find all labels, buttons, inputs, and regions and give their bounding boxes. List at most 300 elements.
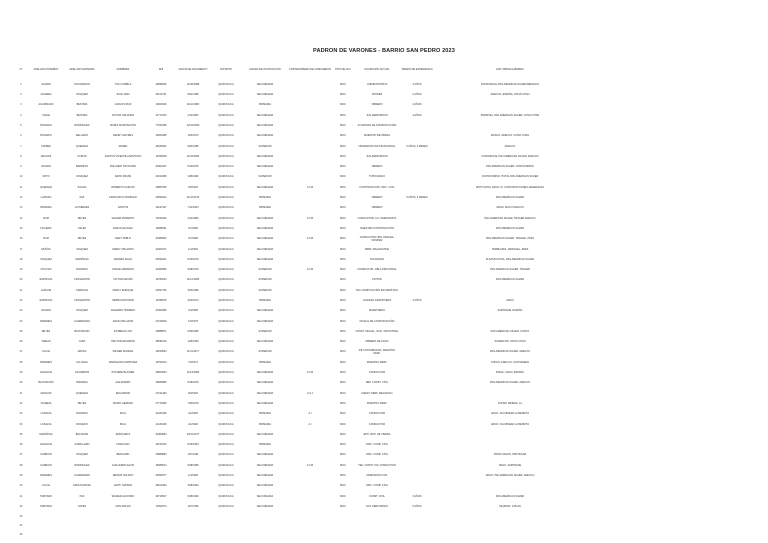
- table-cell: 22: [19, 298, 23, 302]
- table-row: [14, 348, 586, 358]
- table-row: [14, 389, 586, 399]
- table-cell: 23: [19, 309, 23, 313]
- table-cell: [288, 399, 332, 409]
- table-cell: GUARDENAS: [74, 474, 90, 478]
- table-cell: GUILLERMO ELVIS: [111, 463, 135, 467]
- table-cell: [288, 101, 332, 111]
- table-cell: PAN AMERICAN SILVER, ADECCO: [489, 381, 531, 385]
- empty-cell: [176, 512, 210, 521]
- table-cell: CHUCON: [40, 268, 52, 272]
- table-cell: SECUNDARIA: [256, 319, 274, 323]
- table-cell: [288, 193, 332, 203]
- table-row: [14, 265, 586, 275]
- table-cell: QUIRUVILCA: [218, 443, 234, 447]
- table-cell: [400, 471, 434, 481]
- table-cell: QUIRUVILCA: [218, 298, 234, 302]
- table-cell: CONDUCTOR, OBLA INDUSTRIAL: [357, 268, 397, 272]
- table-cell: PINTOR: [372, 278, 382, 282]
- table-cell: REP. CONST. CIVIL: [365, 381, 389, 385]
- table-cell: 41717033: [155, 113, 167, 117]
- table-cell: EPO, MOV. DE TIERRA: [363, 432, 391, 436]
- table-cell: LOZANO: [40, 165, 52, 169]
- table-row: [14, 90, 586, 100]
- table-cell: 15: [19, 226, 23, 230]
- table-cell: 24: [19, 319, 23, 323]
- table-cell: WILDER MANUEL: [112, 350, 134, 354]
- table-cell: MOC: [340, 196, 346, 200]
- empty-cell: [100, 521, 146, 530]
- table-cell: ESPINOZA: [39, 278, 53, 282]
- table-cell: QUIRUVILCA: [218, 113, 234, 117]
- table-cell: 29: [19, 371, 23, 375]
- table-cell: [400, 420, 434, 430]
- table-cell: PARDOSA, PAN AMERICAN SILVER, ICHAN CHAN: [480, 113, 540, 117]
- table-cell: QUIRUVILCA: [218, 474, 234, 478]
- table-cell: SECUNDARIA: [256, 93, 274, 97]
- table-cell: 48104493: [155, 484, 167, 488]
- table-cell: 11/10/1984: [186, 103, 200, 107]
- table-cell: ARAGOZ: [40, 154, 52, 158]
- table-cell: VICTOR MAURO: [113, 278, 133, 282]
- table-cell: 41431069: [155, 412, 167, 416]
- table-cell: 41586840: [155, 237, 167, 241]
- table-cell: VASQUEZ: [76, 309, 88, 313]
- table-cell: [400, 265, 434, 275]
- table-cell: CIRC. CONB. CIVIL: [365, 443, 389, 447]
- empty-cell: [100, 530, 146, 539]
- table-cell: MOC: [340, 185, 346, 189]
- table-cell: SECUNDARIA: [256, 391, 274, 395]
- table-cell: 7/9/1972: [188, 360, 198, 364]
- table-cell: MOC: [340, 226, 346, 230]
- table-cell: [400, 348, 434, 358]
- table-cell: A.I: [308, 412, 312, 416]
- table-cell: SECUNDARIA: [256, 371, 274, 375]
- table-row: [14, 451, 586, 461]
- table-cell: ULLOA: [41, 350, 51, 354]
- table-cell: MIRANDA: [76, 381, 88, 385]
- table-cell: SUPERIOR: [258, 144, 272, 148]
- table-cell: MOC: [340, 268, 346, 272]
- table-cell: 45089514: [155, 463, 167, 467]
- table-cell: RUIZ: [43, 216, 49, 220]
- table-cell: MOC: [340, 422, 346, 426]
- table-cell: 9/04/1985: [187, 144, 199, 148]
- table-cell: MOC: [340, 278, 346, 282]
- table-cell: SANTOS: [117, 206, 129, 210]
- table-cell: MOC: [340, 165, 346, 169]
- table-cell: MOC: [340, 494, 346, 498]
- table-cell: PAUL: [119, 422, 127, 426]
- table-cell: MOC: [340, 329, 346, 333]
- table-row: [14, 286, 586, 296]
- table-cell: [288, 245, 332, 255]
- table-cell: 40: [19, 484, 23, 488]
- table-cell: QUIRUVILCA: [218, 432, 234, 436]
- table-cell: [400, 162, 434, 172]
- table-cell: [288, 451, 332, 461]
- table-cell: MOC: [340, 309, 346, 313]
- table-cell: [400, 131, 434, 141]
- table-cell: TOLO AMBILA: [114, 82, 132, 86]
- empty-cell: [64, 512, 100, 521]
- table-cell: [288, 224, 332, 234]
- table-cell: SECUNDARIA: [256, 432, 274, 436]
- table-cell: CONSP. MINERA, CL: [497, 401, 523, 405]
- table-cell: MOC: [340, 247, 346, 251]
- table-cell: TEMBLADOL, BRASILEL, ZERA: [491, 247, 529, 251]
- table-cell: [400, 152, 434, 162]
- table-cell: OPERADOR MULTIFUNCIONAL: [358, 144, 396, 148]
- table-cell: CONDUCTOR, LIC. PERFORISTA: [357, 216, 397, 220]
- table-cell: MOC: [340, 175, 346, 179]
- table-cell: JUN-PERFORISTA: [366, 154, 388, 158]
- table-cell: JUAKERA CARPINTERO: [362, 298, 392, 302]
- table-cell: FREDY ORLANDO: [112, 247, 134, 251]
- column-header: N°: [19, 67, 23, 71]
- table-cell: SECUNDARIA: [256, 309, 274, 313]
- table-cell: [400, 204, 434, 214]
- table-cell: 13: [19, 206, 23, 210]
- table-cell: MOC: [340, 103, 346, 107]
- table-cell: [288, 296, 332, 306]
- row-number: 44: [19, 523, 23, 527]
- table-cell: 4/11/1980: [187, 113, 199, 117]
- table-cell: QUIRUVILCA: [218, 268, 234, 272]
- table-cell: 40408084: [155, 432, 167, 436]
- table-cell: 44072741: [155, 93, 167, 97]
- table-cell: PAREDES: [40, 319, 52, 323]
- table-cell: 41431069: [155, 422, 167, 426]
- table-cell: PRIMARIA: [258, 443, 272, 447]
- table-cell: 32: [19, 401, 23, 405]
- table-cell: A.V.B: [306, 237, 314, 241]
- table-cell: 19147447: [155, 206, 167, 210]
- table-cell: BENITES: [76, 103, 88, 107]
- empty-cell: [288, 521, 332, 530]
- table-cell: QUIRUVILCA: [218, 93, 234, 97]
- table-cell: 19789678: [155, 298, 167, 302]
- column-header: TIPO DE ACC: [335, 67, 351, 71]
- table-cell: [288, 131, 332, 141]
- table-cell: 9/28/1979: [187, 268, 199, 272]
- table-row: [14, 152, 586, 162]
- table-cell: 4/11/1989: [187, 216, 199, 220]
- table-cell: ROLANDO NATIVIDAD: [109, 165, 137, 169]
- table-cell: 16: [19, 237, 23, 241]
- table-cell: QUIRUVILCA: [218, 257, 234, 261]
- empty-cell: [242, 512, 288, 521]
- table-cell: PAN AMERICAN SILVER, ADECCO: [489, 350, 531, 354]
- table-cell: 8/9/1990: [188, 391, 198, 395]
- table-cell: [288, 337, 332, 347]
- table-cell: MOC: [340, 412, 346, 416]
- table-cell: SECUNDARIA: [256, 165, 274, 169]
- table-cell: 19786038: [155, 154, 167, 158]
- table-cell: BALTODANO: [74, 329, 90, 333]
- table-cell: OBRERO: [371, 196, 383, 200]
- table-cell: 11/03/1969: [186, 154, 200, 158]
- table-cell: [400, 482, 434, 492]
- table-cell: MONO VASON, PROYECAR: [493, 453, 527, 457]
- table-cell: SILVERIO, CHUAN: [499, 504, 521, 508]
- table-cell: CARRION: [40, 453, 52, 457]
- table-cell: 41610489: [155, 175, 167, 179]
- table-cell: 18: [19, 257, 23, 261]
- table-cell: 41597769: [155, 288, 167, 292]
- table-cell: ROSARIO: [40, 123, 52, 127]
- table-cell: MOC: [340, 319, 346, 323]
- table-cell: PERCY ENRIQUE: [112, 288, 134, 292]
- table-cell: CIRC. CONB. CIVIL: [365, 484, 389, 488]
- table-cell: PAN AMERICAN SILVER: [495, 278, 525, 282]
- table-cell: VASQUEZ: [76, 175, 88, 179]
- table-cell: [434, 482, 586, 492]
- table-cell: QUIRUVILCA: [218, 216, 234, 220]
- table-cell: VALENCIA: [39, 371, 53, 375]
- table-cell: SECUNDARIA: [256, 340, 274, 344]
- table-cell: 19593912: [155, 196, 167, 200]
- table-cell: QUIRUVILCA: [218, 154, 234, 158]
- table-cell: DAVID FRANK: [114, 175, 132, 179]
- table-cell: JUAN JARA: [116, 93, 130, 97]
- table-cell: 7/30/1979: [187, 401, 199, 405]
- table-row: [14, 492, 586, 502]
- table-cell: 5 AÑOS, 3 MESES: [406, 144, 428, 148]
- table-cell: OPERADOR CIVIL: [366, 474, 388, 478]
- table-cell: [400, 317, 434, 327]
- table-cell: MOC: [340, 360, 346, 364]
- row-number: 43: [19, 514, 23, 518]
- table-cell: PAZ: [79, 196, 85, 200]
- table-cell: LABORATORISTA: [366, 82, 388, 86]
- table-cell: REYES: [77, 237, 87, 241]
- table-cell: [288, 121, 332, 131]
- table-row: [14, 142, 586, 152]
- table-cell: PALERMO HOMERO: [111, 309, 135, 313]
- table-cell: HURTADO: [39, 504, 53, 508]
- table-cell: ADECCO: [504, 144, 516, 148]
- table-cell: 1/08/1982: [187, 175, 199, 179]
- table-cell: WILVER MODESTO: [111, 216, 135, 220]
- table-cell: MOC: [340, 93, 346, 97]
- empty-cell: [400, 521, 434, 530]
- table-cell: 40568989: [155, 381, 167, 385]
- table-cell: [400, 440, 434, 450]
- table-cell: OBRERO: [371, 103, 383, 107]
- table-cell: GROFA: [77, 350, 87, 354]
- table-cell: [400, 183, 434, 193]
- table-cell: SUPERIOR: [258, 175, 272, 179]
- table-row: [14, 121, 586, 131]
- table-cell: [400, 327, 434, 337]
- empty-cell: [210, 521, 242, 530]
- table-cell: PRIMARIA: [258, 360, 272, 364]
- table-cell: [400, 358, 434, 368]
- table-cell: 1/3/1985: [188, 474, 198, 478]
- table-cell: MOC: [340, 350, 346, 354]
- table-cell: [288, 358, 332, 368]
- empty-cell: [176, 521, 210, 530]
- table-cell: [288, 162, 332, 172]
- table-row: [14, 101, 586, 111]
- table-cell: REYES: [41, 329, 51, 333]
- table-cell: 3/5/1992: [188, 185, 198, 189]
- column-header: TIEMPO DE EXPERIENCIA: [401, 67, 433, 71]
- table-cell: ALEJANDRO: [115, 381, 131, 385]
- table-cell: CONDUCTOR OPE. PESADA-DUMPER: [359, 235, 395, 242]
- table-cell: SOLORZANO: [74, 82, 90, 86]
- table-cell: QUIRUVILCA: [218, 453, 234, 457]
- table-cell: MARCELINO MARTINEZ: [108, 360, 138, 364]
- table-row: [14, 368, 586, 378]
- table-cell: [400, 214, 434, 224]
- table-cell: LETHI YERSON: [113, 484, 133, 488]
- table-cell: ARGO, MAS CHAZLUIS: [496, 206, 524, 210]
- table-cell: FRANCISO: [116, 443, 130, 447]
- table-cell: VASQUEZ: [76, 93, 88, 97]
- table-row: [14, 234, 586, 244]
- table-cell: 1/25/1993: [187, 340, 199, 344]
- table-cell: RODRIGUEZ: [74, 123, 90, 127]
- table-cell: QUIRUVILCA: [218, 401, 234, 405]
- table-body: [14, 80, 586, 539]
- table-cell: ESPINOZA: [39, 298, 53, 302]
- table-cell: CONSORCIAL PAN AMERICAN SILVER/ABENGOA: [480, 82, 540, 86]
- table-cell: [288, 502, 332, 512]
- table-cell: [288, 348, 332, 358]
- table-cell: QUIRUVILCA: [218, 494, 234, 498]
- table-cell: SUPERIOR: [258, 288, 272, 292]
- table-cell: MOC: [340, 216, 346, 220]
- table-cell: 3/7/1986: [188, 237, 198, 241]
- table-row: [14, 173, 586, 183]
- table-cell: ARGUIJANOSA: [73, 484, 91, 488]
- table-cell: CONSORCIAL PAN AMERICAN SILVER, ADECCO: [481, 154, 539, 158]
- table-cell: 36: [19, 443, 23, 447]
- column-header: OCUPACIÓN ACTUAL: [364, 67, 390, 71]
- table-cell: 48502954: [155, 371, 167, 375]
- table-cell: ARGO, SARTRANE: [498, 463, 522, 467]
- table-cell: CIRC. CONB. CIVIL: [365, 453, 389, 457]
- table-cell: BALTODANO: [38, 381, 54, 385]
- table-cell: ARGO, CIA MINERA LA BENDITA: [490, 422, 530, 426]
- table-cell: WILMER ALFONSO: [111, 494, 135, 498]
- table-cell: EDUARDOR: [115, 391, 131, 395]
- table-cell: 21: [19, 288, 23, 292]
- table-cell: 44590577: [155, 474, 167, 478]
- table-cell: QUEZADA: [75, 144, 89, 148]
- empty-row: [14, 512, 586, 521]
- table-cell: CONSTRUCCIÓN, OFIC. CIVIL: [359, 185, 395, 189]
- table-row: [14, 502, 586, 512]
- table-cell: SECUNDARIA: [256, 494, 274, 498]
- table-cell: LOSALVA: [40, 412, 52, 416]
- table-cell: QUIRUVILCA: [218, 185, 234, 189]
- table-cell: PAN AMERICAN SILVER, TRAGER ADECCO: [484, 216, 536, 220]
- table-cell: PRIMARIA: [258, 206, 272, 210]
- table-cell: [400, 451, 434, 461]
- table-cell: [288, 482, 332, 492]
- table-cell: 3/4/1985: [188, 309, 198, 313]
- table-cell: [400, 276, 434, 286]
- table-cell: 40888883: [155, 453, 167, 457]
- table-cell: MOC: [340, 371, 346, 375]
- table-cell: DENNIS SOLANO: [112, 474, 134, 478]
- table-cell: 41: [19, 494, 23, 498]
- table-cell: 28: [19, 360, 23, 364]
- table-cell: AYUDANTE DE CONSTRUCCIÓN: [357, 123, 397, 127]
- table-cell: 41604071: [155, 247, 167, 251]
- table-cell: ROBERTO CARLOS: [111, 185, 135, 189]
- table-cell: CHUAN, ADECCO, CON MINERA: [490, 360, 530, 364]
- table-row: [14, 440, 586, 450]
- table-cell: 11/13/1986: [186, 371, 200, 375]
- table-cell: [288, 276, 332, 286]
- table-cell: SUPERIOR: [258, 350, 272, 354]
- table-cell: 12: [19, 196, 23, 200]
- table-cell: [434, 121, 586, 131]
- table-row: [14, 131, 586, 141]
- table-cell: PAREDES: [40, 474, 52, 478]
- table-cell: JUN. PERFORISTA: [365, 504, 389, 508]
- table-row: [14, 430, 586, 440]
- table-cell: 70154090: [155, 216, 167, 220]
- table-cell: [434, 317, 586, 327]
- table-cell: MAEST. PERF. MECANICO: [361, 391, 393, 395]
- table-cell: OBRERO: [371, 206, 383, 210]
- table-cell: TARRES: [41, 144, 51, 148]
- table-cell: QUIRUVILCA: [218, 82, 234, 86]
- table-cell: QUIRUVILCA: [218, 504, 234, 508]
- table-cell: ESTEBAN LUIS: [114, 329, 132, 333]
- table-row: [14, 224, 586, 234]
- table-cell: QUIRUVILCA: [218, 391, 234, 395]
- table-cell: 3 AÑOS: [412, 298, 422, 302]
- table-cell: QUIRUVILCA: [218, 463, 234, 467]
- table-cell: REYES: [77, 401, 87, 405]
- table-cell: MOTO-NINO, ARGO, M. CONSTRUCCIONES GENERALES: [476, 185, 544, 189]
- table-cell: PRIMARIA: [258, 103, 272, 107]
- table-cell: A.V.B: [306, 463, 314, 467]
- table-cell: CHOFER: [371, 93, 383, 97]
- table-cell: PERNAN ROSTER: [112, 298, 134, 302]
- table-cell: [400, 389, 434, 399]
- empty-cell: [354, 521, 400, 530]
- table-cell: QUIRUVILCA: [218, 144, 234, 148]
- table-row: [14, 296, 586, 306]
- table-cell: 70362073: [155, 504, 167, 508]
- table-cell: JORGE ARMANDO: [112, 268, 134, 272]
- column-header: DNI: [158, 67, 164, 71]
- table-cell: CONST. MIGUAL, OFIC. INDUSTRIAL: [355, 329, 399, 333]
- table-cell: 4/1/1982: [188, 412, 198, 416]
- table-cell: 33: [19, 412, 23, 416]
- table-cell: VASQUEZ: [76, 247, 88, 251]
- table-cell: [400, 255, 434, 265]
- table-cell: VIGUE: [42, 113, 50, 117]
- table-cell: LOPEZ: [77, 504, 87, 508]
- table-cell: RUIZ: [43, 237, 49, 241]
- table-row: [14, 204, 586, 214]
- table-cell: SALIRI: [78, 226, 86, 230]
- table-cell: SUPERIOR: [258, 268, 272, 272]
- table-cell: QUIRUVILCA: [218, 412, 234, 416]
- table-cell: PRIMARIA: [258, 298, 272, 302]
- table-cell: 20: [19, 278, 23, 282]
- empty-row: [14, 530, 586, 539]
- table-cell: 3 AÑOS: [412, 494, 422, 498]
